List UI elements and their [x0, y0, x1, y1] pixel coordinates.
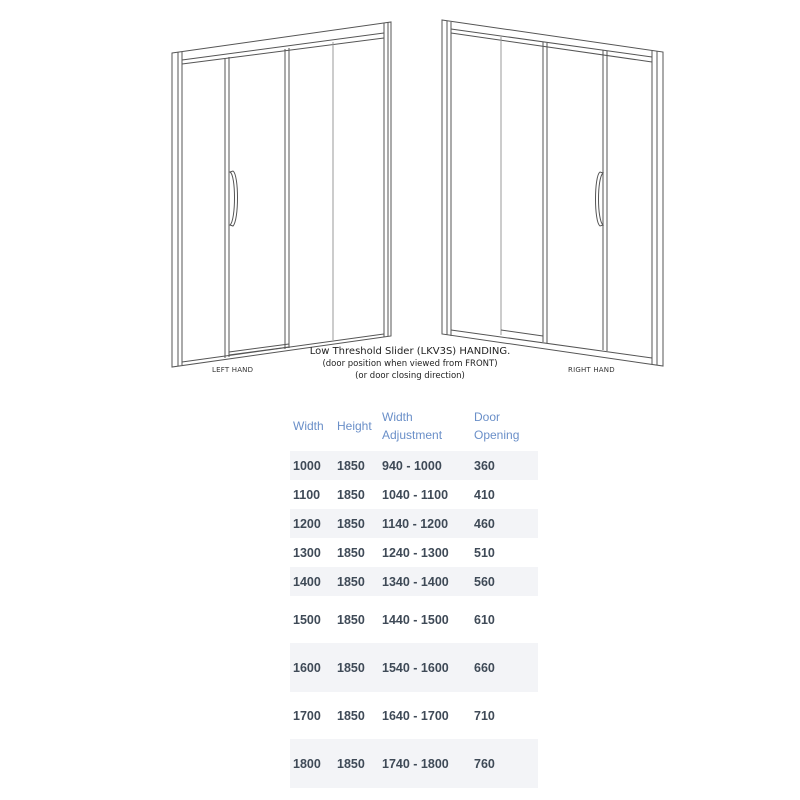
cell-opening: 760: [474, 756, 495, 771]
table-row: [290, 538, 538, 567]
cell-width: 1200: [293, 516, 321, 531]
diagram-caption: [290, 345, 530, 382]
caption-subtitle-2: (or door closing direction): [355, 371, 465, 381]
cell-height: 1850: [337, 612, 365, 627]
cell-opening: 660: [474, 660, 495, 675]
cell-width: 1800: [293, 756, 321, 771]
table-row: [290, 451, 538, 480]
cell-adjustment: 940 - 1000: [382, 458, 442, 473]
cell-opening: 610: [474, 612, 495, 627]
cell-height: 1850: [337, 516, 365, 531]
cell-width: 1000: [293, 458, 321, 473]
cell-width: 1700: [293, 708, 321, 723]
cell-adjustment: 1440 - 1500: [382, 612, 449, 627]
table-row: [290, 567, 538, 596]
cell-width: 1400: [293, 574, 321, 589]
cell-height: 1850: [337, 545, 365, 560]
cell-opening: 460: [474, 516, 495, 531]
cell-height: 1850: [337, 574, 365, 589]
cell-adjustment: 1540 - 1600: [382, 660, 449, 675]
cell-opening: 410: [474, 487, 495, 502]
size-table: [290, 406, 538, 788]
cell-opening: 710: [474, 708, 495, 723]
cell-width: 1500: [293, 612, 321, 627]
caption-title: Low Threshold Slider (LKV3S) HANDING.: [309, 346, 511, 357]
cell-adjustment: 1040 - 1100: [382, 487, 449, 502]
right-hand-door-drawing: [442, 20, 663, 366]
left-hand-door-drawing: [172, 22, 391, 367]
caption-subtitle-1: (door position when viewed from FRONT): [322, 359, 498, 369]
cell-opening: 560: [474, 574, 495, 589]
cell-height: 1850: [337, 660, 365, 675]
table-header: [290, 406, 538, 451]
cell-width: 1300: [293, 545, 321, 560]
cell-adjustment: 1640 - 1700: [382, 708, 449, 723]
cell-adjustment: 1340 - 1400: [382, 574, 449, 589]
header-width-adjustment-2: Adjustment: [382, 428, 443, 442]
header-door-opening-2: Opening: [474, 428, 520, 442]
table-row: [290, 480, 538, 509]
table-row: [290, 509, 538, 538]
cell-width: 1600: [293, 660, 321, 675]
cell-height: 1850: [337, 487, 365, 502]
header-width: Width: [293, 419, 324, 433]
left-hand-label: LEFT HAND: [212, 366, 254, 374]
table-row: [290, 739, 538, 788]
cell-height: 1850: [337, 458, 365, 473]
header-height: Height: [337, 419, 372, 433]
right-hand-label: RIGHT HAND: [568, 366, 615, 374]
cell-opening: 360: [474, 458, 495, 473]
cell-opening: 510: [474, 545, 495, 560]
header-width-adjustment-1: Width: [382, 410, 413, 424]
table-row: [290, 596, 538, 643]
cell-height: 1850: [337, 708, 365, 723]
cell-width: 1100: [293, 487, 321, 502]
table-row: [290, 643, 538, 692]
header-door-opening-1: Door: [474, 410, 501, 424]
cell-height: 1850: [337, 756, 365, 771]
cell-adjustment: 1240 - 1300: [382, 545, 449, 560]
cell-adjustment: 1740 - 1800: [382, 756, 449, 771]
cell-adjustment: 1140 - 1200: [382, 516, 449, 531]
table-row: [290, 692, 538, 739]
